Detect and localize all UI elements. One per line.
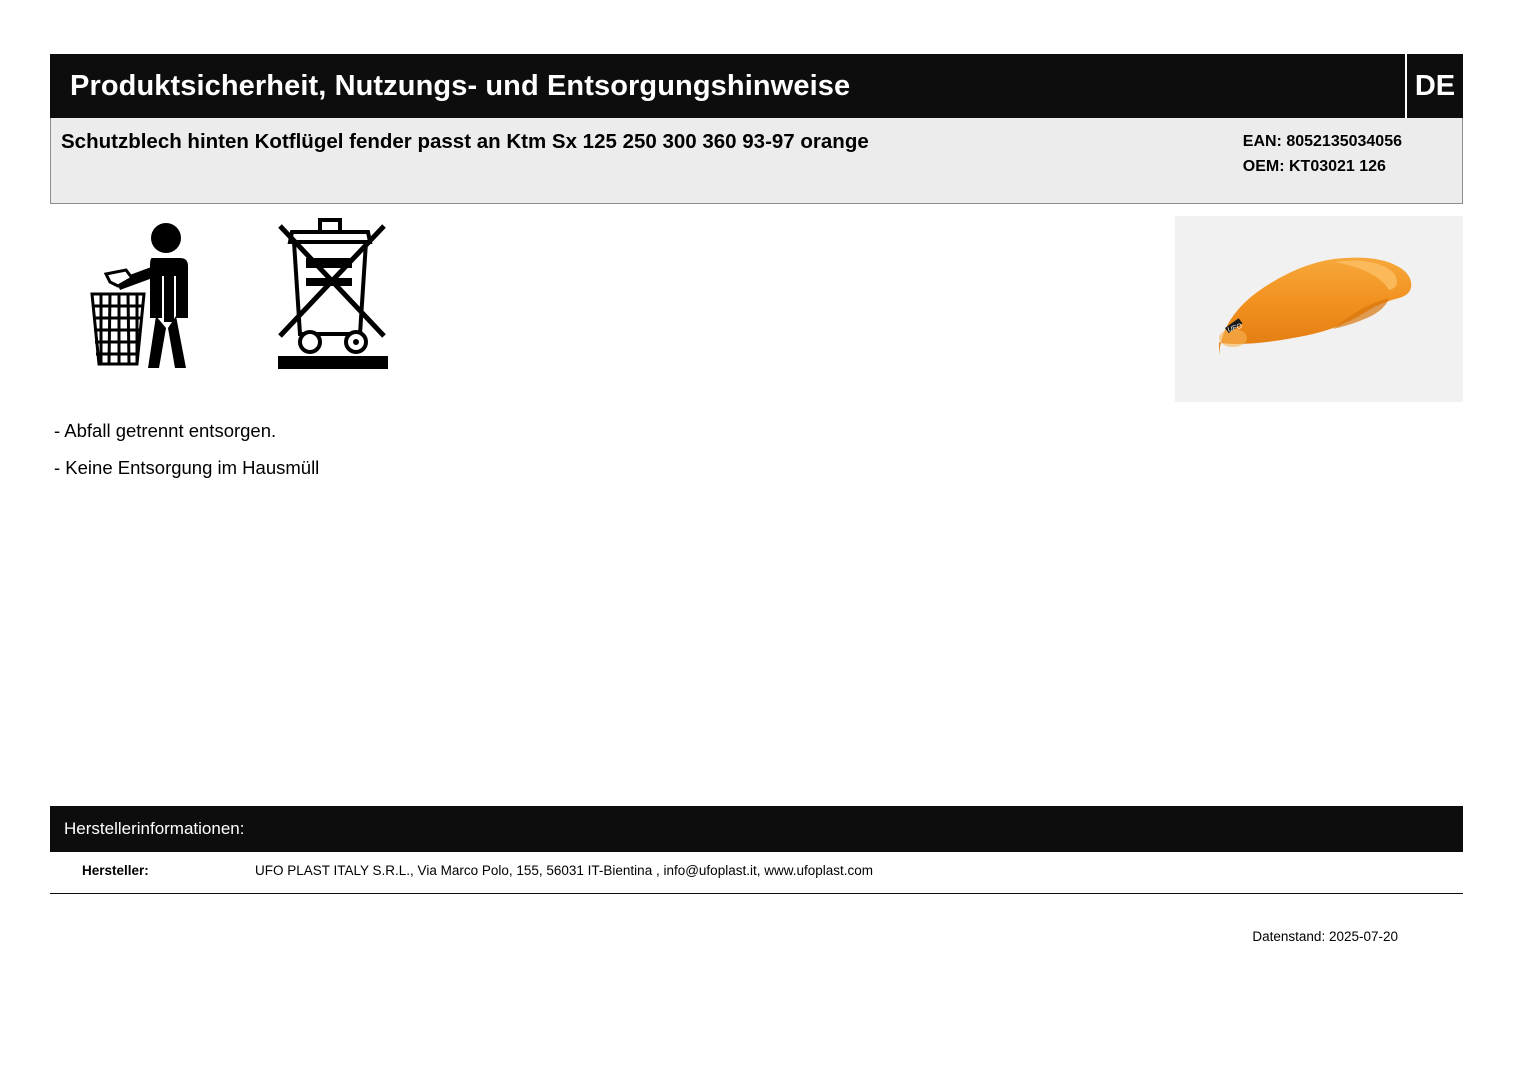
- product-photo: [1175, 216, 1463, 402]
- document-header: [50, 54, 1463, 118]
- language-badge: DE: [1405, 54, 1463, 118]
- pictogram-row: [80, 216, 402, 376]
- disposal-notes-list: [54, 412, 754, 486]
- crossed-out-wheeled-bin-icon: [272, 216, 402, 376]
- page-title: Produktsicherheit, Nutzungs- und Entsorgungshinweise: [70, 69, 851, 102]
- product-info-bar: [50, 118, 1463, 204]
- manufacturer-label: Hersteller:: [82, 863, 149, 878]
- dispose-in-bin-icon: [80, 216, 210, 376]
- manufacturer-row: [50, 852, 1463, 894]
- product-name: Schutzblech hinten Kotflügel fender passt an Ktm Sx 125 250 300 360 93-97 orange: [61, 130, 869, 153]
- list-item: - Abfall getrennt entsorgen.: [54, 420, 277, 441]
- ean-code: EAN: 8052135034056: [1242, 133, 1402, 150]
- datestamp: Datenstand: 2025-07-20: [1252, 929, 1398, 944]
- product-codes: [1243, 129, 1402, 179]
- oem-code: OEM: KT03021 126: [1242, 158, 1386, 175]
- svg-text:UFO: UFO: [1226, 322, 1244, 335]
- manufacturer-value: UFO PLAST ITALY S.R.L., Via Marco Polo, 155, 56031 IT-Bientina , info@ufoplast.it, www.ufoplast.com: [255, 863, 874, 878]
- manufacturer-section-header: [50, 806, 1463, 852]
- list-item: - Keine Entsorgung im Hausmüll: [54, 457, 320, 478]
- manufacturer-section-title: Herstellerinformationen:: [64, 819, 245, 838]
